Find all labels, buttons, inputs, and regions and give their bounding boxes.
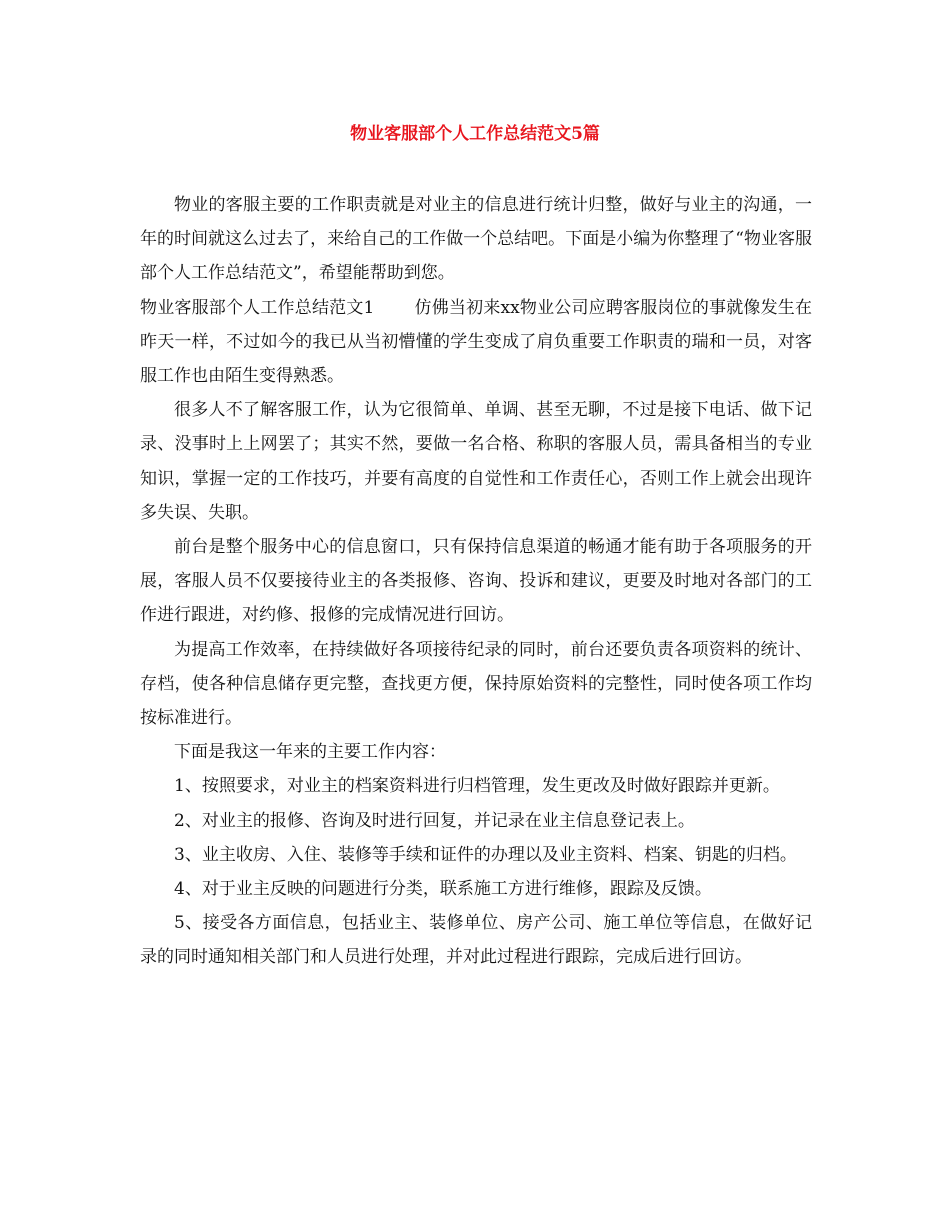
- intro-paragraph: 物业的客服主要的工作职责就是对业主的信息进行统计归整，做好与业主的沟通，一年的时间就这么过去了，来给自己的工作做一个总结吧。下面是小编为你整理了“物业客服部个人工作总结范文”，希望能帮助到您。: [140, 195, 812, 284]
- document-body: [140, 188, 812, 975]
- list-item: 4、对于业主反映的问题进行分类，联系施工方进行维修，跟踪及反馈。: [174, 879, 712, 900]
- body-paragraph: 很多人不了解客服工作，认为它很简单、单调、甚至无聊，不过是接下电话、做下记录、没事时上上网罢了；其实不然，要做一名合格、称职的客服人员，需具备相当的专业知识，掌握一定的工作技巧，并要有高度的自觉性和工作责任心，否则工作上就会出现许多失误、失职。: [140, 400, 812, 523]
- list-item: 2、对业主的报修、咨询及时进行回复，并记录在业主信息登记表上。: [174, 810, 695, 831]
- body-paragraph: 前台是整个服务中心的信息窗口，只有保持信息渠道的畅通才能有助于各项服务的开展，客服人员不仅要接待业主的各类报修、咨询、投诉和建议，更要及时地对各部门的工作进行跟进，对约修、报修的完成情况进行回访。: [140, 537, 812, 626]
- section-heading: 物业客服部个人工作总结范文1: [140, 297, 375, 318]
- section-paragraph: [140, 291, 812, 394]
- list-intro: 下面是我这一年来的主要工作内容：: [174, 742, 446, 763]
- section-first-text: 仿佛当初来xx物业公司应聘客服岗位的事就像发生在昨天一样，不过如今的我已从当初懵懂的学生变成了肩负重要工作职责的瑞和一员，对客服工作也由陌生变得熟悉。: [140, 297, 812, 387]
- document-title: 物业客服部个人工作总结范文5篇: [350, 124, 600, 144]
- list-item: 3、业主收房、入住、装修等手续和证件的办理以及业主资料、档案、钥匙的归档。: [174, 844, 797, 865]
- body-paragraph: 为提高工作效率，在持续做好各项接待纪录的同时，前台还要负责各项资料的统计、存档，使各种信息储存更完整，查找更方便，保持原始资料的完整性，同时使各项工作均按标准进行。: [140, 639, 812, 729]
- list-item: 1、按照要求，对业主的档案资料进行归档管理，发生更改及时做好跟踪并更新。: [174, 776, 780, 797]
- list-item: 5、接受各方面信息，包括业主、装修单位、房产公司、施工单位等信息，在做好记录的同时通知相关部门和人员进行处理，并对此过程进行跟踪，完成后进行回访。: [140, 913, 812, 968]
